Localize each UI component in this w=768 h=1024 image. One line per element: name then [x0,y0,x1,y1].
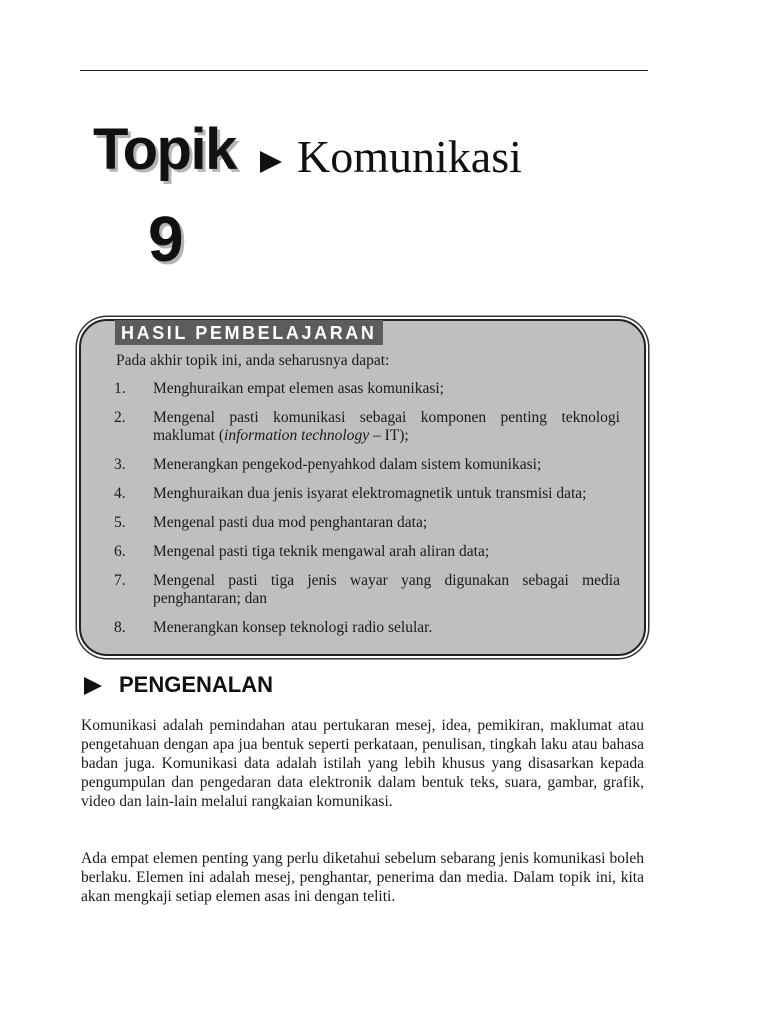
play-arrow-icon [260,151,282,173]
outcome-text: Menghuraikan empat elemen asas komunikasi; [153,380,444,397]
outcome-item [114,380,620,398]
outcome-item [114,514,620,532]
learning-outcomes-heading: HASIL PEMBELAJARAN [115,320,383,345]
outcome-number: 5. [114,514,126,531]
section-heading: PENGENALAN [119,672,274,697]
outcome-text: Mengenal pasti tiga jenis wayar yang digunakan sebagai media penghantaran; dan [153,572,620,607]
intro-paragraph: Komunikasi adalah pemindahan atau pertukaran mesej, idea, pemikiran, maklumat atau pengetahuan dengan apa jua bentuk seperti perkataan, penulisan, tingkah laku atau bahasa badan juga. Komunikasi data adalah istilah yang lebih khusus yang disasarkan kepada pengumpulan dan pengedaran data elektronik dalam bentuk teks, suara, gambar, grafik, video dan lain-lain melalui rangkaian komunikasi. [81,717,644,810]
outcome-text: Menerangkan pengekod-penyahkod dalam sistem komunikasi; [153,456,542,473]
outcome-number: 2. [114,409,126,426]
outcome-text: Mengenal pasti dua mod penghantaran data; [153,514,428,531]
outcome-text-part: Mengenal pasti komunikasi sebagai komponen penting teknologi maklumat ( [153,409,620,444]
outcome-number: 1. [114,380,126,397]
learning-outcomes-list [114,380,620,648]
outcome-item [114,485,620,503]
outcome-number: 6. [114,543,126,560]
outcome-number: 8. [114,619,126,636]
learning-outcomes-intro: Pada akhir topik ini, anda seharusnya dapat: [116,352,390,369]
chapter-title: Komunikasi [297,131,522,182]
outcome-text [153,409,620,445]
top-rule [80,70,648,71]
outcome-text: Menghuraikan dua jenis isyarat elektromagnetik untuk transmisi data; [153,485,587,502]
outcome-number: 3. [114,456,126,473]
outcome-item [114,572,620,608]
topic-number: 9 [148,203,184,275]
outcome-text-italic: information technology [224,427,370,444]
outcome-number: 4. [114,485,126,502]
outcome-number: 7. [114,572,126,589]
outcome-text-part: – IT); [369,427,409,444]
outcome-item [114,456,620,474]
outcome-text: Mengenal pasti tiga teknik mengawal arah aliran data; [153,543,490,560]
section-arrow-icon [84,677,102,695]
topic-label: Topik [93,117,236,182]
outcome-item [114,619,620,637]
outcome-item [114,409,620,445]
outcome-text: Menerangkan konsep teknologi radio selular. [153,619,433,636]
outcome-item [114,543,620,561]
intro-paragraph: Ada empat elemen penting yang perlu diketahui sebelum sebarang jenis komunikasi boleh berlaku. Elemen ini adalah mesej, penghantar, penerima dan media. Dalam topik ini, kita akan mengkaji setiap elemen asas ini dengan teliti. [81,850,644,905]
